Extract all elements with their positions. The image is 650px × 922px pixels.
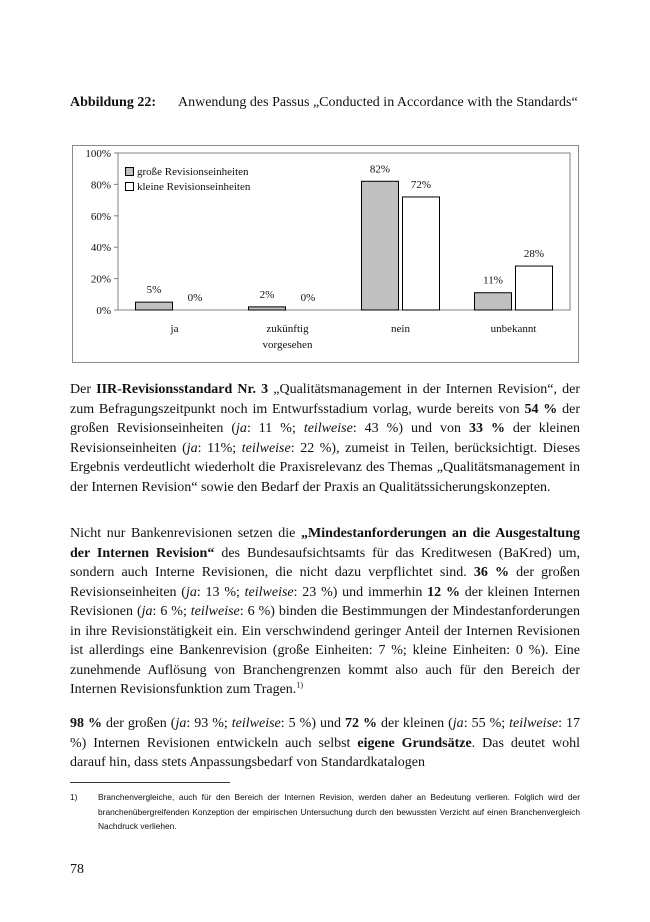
footnote-number: 1) bbox=[70, 792, 78, 802]
y-tick-label: 0% bbox=[96, 305, 111, 317]
bar bbox=[136, 302, 173, 310]
chart-legend bbox=[125, 164, 250, 194]
bar-chart bbox=[72, 145, 579, 363]
legend-label-small: kleine Revisionseinheiten bbox=[137, 180, 251, 193]
y-tick-label: 80% bbox=[90, 179, 111, 192]
paragraph-revisionsstandard: Der IIR-Revisionsstandard Nr. 3 „Qualitätsmanagement in der Internen Revision“, der zum Befragungszeitpunkt noch im Entwurfsstadium vorlag, wurde bereits von 54 % der großen Revisionseinheiten (ja: 11 %; teilweise: 43 %) und von 33 % der kleinen Revisionseinheiten (ja: 11%; teilweise: 22 %), zumeist in Teilen, berücksichtigt. Dieses Ergebnis verdeutlicht wiederholt die Praxisrelevanz des Themas „Qualitätsmanagement in der Internen Revision“ sowie den Bedarf der Praxis an Qualitätssicherungskonzepten. bbox=[70, 382, 581, 495]
figure-label: Abbildung 22: bbox=[70, 95, 156, 110]
data-label: 5% bbox=[146, 284, 162, 297]
x-tick-label: ja bbox=[170, 323, 179, 335]
data-label: 2% bbox=[259, 288, 275, 301]
data-label: 11% bbox=[483, 274, 503, 287]
footnote-separator bbox=[70, 782, 230, 783]
legend-label-large: große Revisionseinheiten bbox=[137, 165, 249, 178]
legend-item-large bbox=[125, 164, 250, 179]
footnote-reference: 1) bbox=[296, 680, 303, 690]
data-label: 28% bbox=[523, 248, 545, 261]
bar bbox=[475, 293, 512, 310]
x-tick-label: unbekannt bbox=[490, 323, 537, 335]
legend-item-small bbox=[125, 179, 250, 194]
data-label: 82% bbox=[369, 163, 391, 176]
bar bbox=[362, 181, 399, 310]
data-label: 0% bbox=[187, 292, 203, 304]
bar bbox=[403, 197, 440, 310]
footnote-text: Branchenvergleiche, auch für den Bereich der Internen Revision, werden daher an Bedeutung verlieren. Folglich wird der branchenübergreifenden Konzeption der empirischen Untersuchung durch den bewussten Verzicht auf einen Branchenvergleich Nachdruck verliehen. bbox=[98, 792, 580, 831]
bar bbox=[249, 307, 286, 310]
data-label: 0% bbox=[300, 292, 316, 304]
x-tick-label: vorgesehen bbox=[262, 339, 313, 351]
x-tick-label: nein bbox=[391, 323, 410, 335]
x-tick-label: zukünftig bbox=[266, 323, 309, 335]
y-tick-label: 20% bbox=[90, 273, 111, 286]
page-number: 78 bbox=[70, 862, 84, 877]
legend-swatch-large bbox=[125, 167, 134, 176]
paragraph-mindestanforderungen: Nicht nur Bankenrevisionen setzen die „Mindestanforderungen an die Ausgestaltung der Internen Revision“ des Bundesaufsichtsamts für das Kreditwesen (BaKred) um, sondern auch Interne Revisionen, die nicht dazu verpflichtet sind. 36 % der großen Revisionseinheiten (ja: 13 %; teilweise: 23 %) und immerhin 12 % der kleinen Internen Revisionen (ja: 6 %; teilweise: 6 %) binden die Bestimmungen der Mindestanforderungen in ihre Revisionstätigkeit ein. Ein verschwindend geringer Anteil der Internen Revisionen ist allerdings eine Bankenrevision (große Einheiten: 7 %; kleine Einheiten: 0 %). Eine zunehmende Auflösung von Branchengrenzen kommt also auch für den Bereich der Internen Revisionsfunktion zum Tragen.$^{1)}$ bbox=[70, 526, 580, 697]
figure-title: Anwendung des Passus „Conducted in Accordance with the Standards“ bbox=[178, 95, 578, 110]
y-tick-label: 100% bbox=[85, 148, 111, 160]
y-tick-label: 60% bbox=[90, 210, 111, 223]
y-tick-label: 40% bbox=[90, 242, 111, 255]
legend-swatch-small bbox=[125, 182, 134, 191]
paragraph-eigene-grundsaetze: 98 % der großen (ja: 93 %; teilweise: 5 %) und 72 % der kleinen (ja: 55 %; teilweise: 17 %) Internen Revisionen entwickeln auch selbst eigene Grundsätze. Das deutet wohl darauf hin, dass stets Anpassungsbedarf von Standardkatalogen bbox=[70, 716, 581, 770]
bar bbox=[516, 266, 553, 310]
data-label: 72% bbox=[410, 178, 432, 191]
